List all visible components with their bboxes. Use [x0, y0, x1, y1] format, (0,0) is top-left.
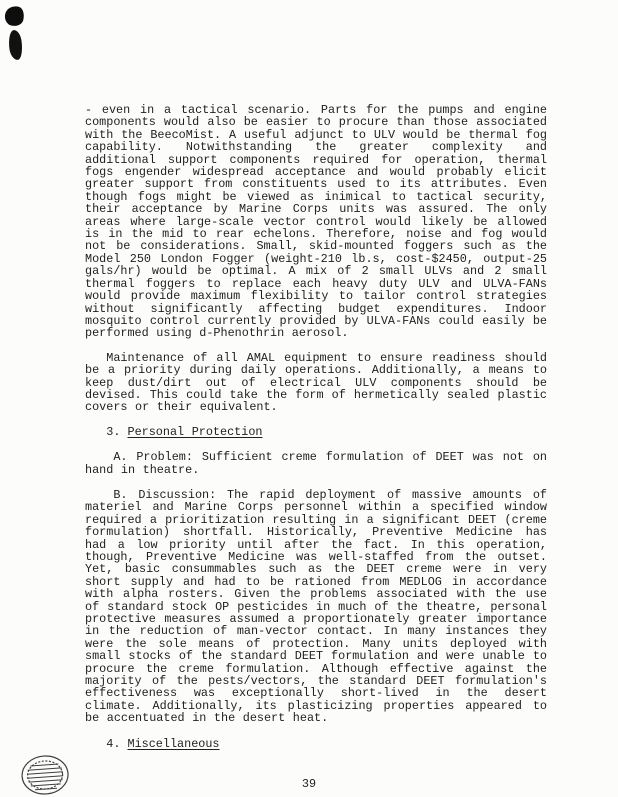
body-paragraph: Maintenance of all AMAL equipment to ensure readiness should be a priority during daily operations. Additionally, a means to keep dust/dirt out of electrical ULV components should be devised. This could take the form of hermetically sealed plastic covers or their equivalent.	[85, 350, 547, 415]
page-body	[85, 104, 547, 763]
item-paragraph-a: A. Problem: Sufficient creme formulation of DEET was not on hand in theatre.	[85, 450, 547, 477]
section-heading-3	[85, 426, 547, 438]
scan-smudge-top-left-icon	[3, 4, 26, 28]
scan-smudge-left-edge-icon	[7, 29, 24, 60]
section-title: Personal Protection	[127, 424, 263, 439]
section-heading-4	[85, 738, 547, 750]
page-number: 39	[301, 777, 317, 791]
item-paragraph-b: B. Discussion: The rapid deployment of massive amounts of materiel and Marine Corps personnel within a specified window required a prioritization resulting in a significant DEET (creme formulation) shortfall. Historically, Preventive Medicine has had a low priority until after the fact. In this operation, though, Preventive Medicine was well-staffed from the outset. Yet, basic consummables such as the DEET creme were in very short supply and had to be rationed from MEDLOG in accordance with alpha rosters. Given the problems associated with the use of standard stock OP pesticides in much of the theatre, personal protective measures assumed a proportionately greater importance in the reduction of man-vector contact. In many instances they were the sole means of protection. Many units deployed with small stocks of the standard DEET formulation and were unable to procure the creme formulation. Although effective against the majority of the pests/vectors, the standard DEET formulation's effectiveness was exceptionally short-lived in the desert climate. Additionally, its plasticizing properties appeared to be accentuated in the desert heat.	[85, 487, 547, 726]
section-number: 3.	[106, 424, 121, 439]
body-paragraph: - even in a tactical scenario. Parts for the pumps and engine components would also be easier to procure than those associated with the BeecoMist. A useful adjunct to ULV would be thermal fog capability. Notwithstanding the greater complexity and additional support components required for operation, thermal fogs engender widespread acceptance and would probably elicit greater support from constituents used to its attributes. Even though fogs might be viewed as inimical to tactical security, their acceptance by Marine Corps units was assured. The only areas where large-scale vector control would likely be allowed is in the mid to rear echelons. Therefore, noise and fog would not be considerations. Small, skid-mounted foggers such as the Model 250 London Fogger (weight-210 lb.s, cost-$2450, output-25 gals/hr) would be optimal. A mix of 2 small ULVs and 2 small thermal foggers to replace each heavy duty ULV and ULVA-FANs would provide maximum flexibility to tailor control strategies without significantly affecting budget expenditures. Indoor mosquito control currently provided by ULVA-FANs could easily be performed using d-Phenothrin aerosol.	[85, 103, 547, 341]
section-title: Miscellaneous	[127, 736, 220, 751]
section-number: 4.	[106, 736, 121, 751]
